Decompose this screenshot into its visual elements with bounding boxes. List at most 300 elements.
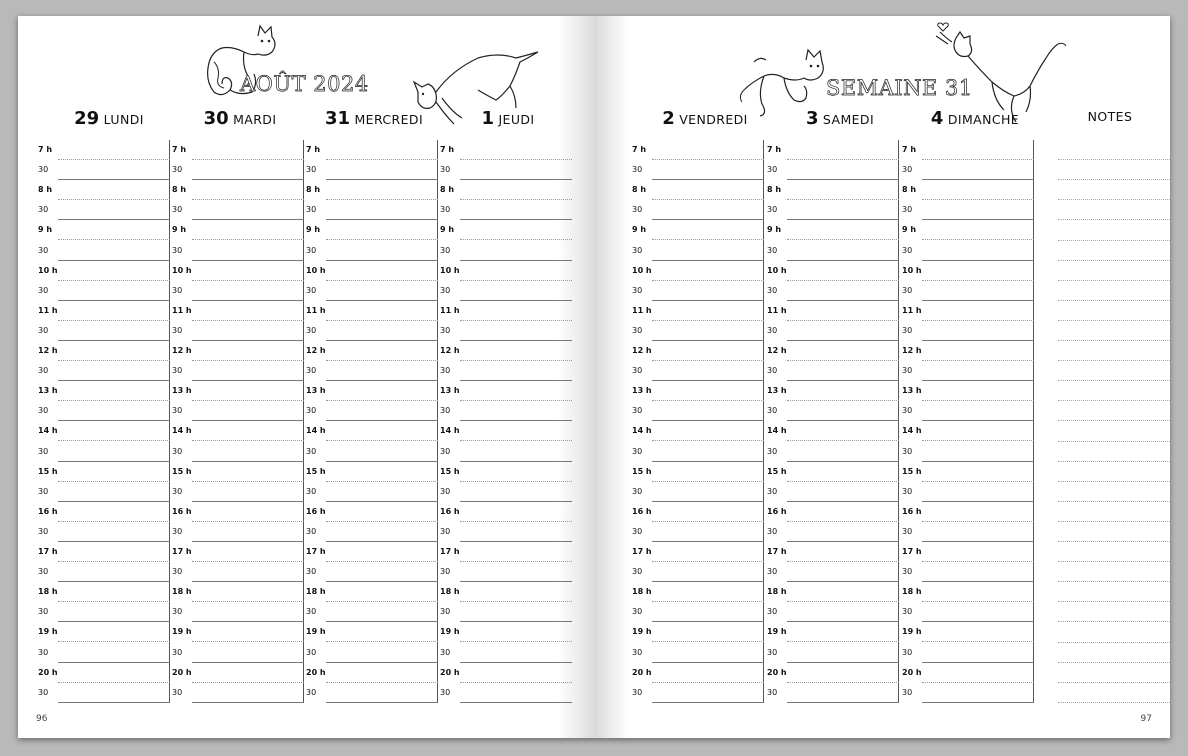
time-slot[interactable] — [765, 522, 899, 542]
time-slot[interactable] — [438, 502, 572, 522]
time-slot-label: 30 — [172, 325, 183, 335]
time-slot-label: 16 h — [440, 506, 460, 516]
time-slot[interactable] — [304, 622, 438, 642]
time-slot[interactable] — [630, 643, 764, 663]
time-slot[interactable] — [900, 643, 1034, 663]
time-slot[interactable] — [438, 442, 572, 462]
time-slot[interactable] — [170, 140, 304, 160]
time-slot[interactable] — [304, 180, 438, 200]
time-slot[interactable] — [36, 562, 170, 582]
time-slot[interactable] — [36, 622, 170, 642]
time-slot[interactable] — [438, 562, 572, 582]
time-slot-label: 13 h — [440, 386, 460, 396]
time-slot[interactable] — [36, 140, 170, 160]
time-slot[interactable] — [900, 562, 1034, 582]
time-slot[interactable] — [900, 582, 1034, 602]
time-slot[interactable] — [170, 442, 304, 462]
notes-line — [1058, 541, 1170, 542]
time-slot-label: 20 h — [38, 667, 58, 677]
time-slot[interactable] — [765, 643, 899, 663]
time-slot[interactable] — [630, 220, 764, 240]
time-slot-label: 8 h — [38, 185, 53, 195]
time-slot[interactable] — [630, 582, 764, 602]
time-slot[interactable] — [900, 200, 1034, 220]
time-slot[interactable] — [36, 341, 170, 361]
time-slot[interactable] — [438, 663, 572, 683]
time-slot[interactable] — [170, 582, 304, 602]
time-slot[interactable] — [36, 281, 170, 301]
page-number: 97 — [1140, 714, 1152, 724]
time-slot-label: 30 — [306, 325, 317, 335]
time-slot-label: 30 — [38, 526, 49, 536]
time-slot-label: 30 — [632, 406, 643, 416]
time-slot[interactable] — [170, 200, 304, 220]
time-slot[interactable] — [170, 180, 304, 200]
time-slot[interactable] — [170, 401, 304, 421]
time-slot[interactable] — [36, 643, 170, 663]
time-slot[interactable] — [36, 321, 170, 341]
time-slot[interactable] — [438, 220, 572, 240]
time-slot[interactable] — [438, 200, 572, 220]
time-slot[interactable] — [765, 241, 899, 261]
time-slot[interactable] — [438, 622, 572, 642]
time-slot[interactable] — [304, 522, 438, 542]
time-slot[interactable] — [765, 663, 899, 683]
writing-line — [58, 702, 170, 703]
time-slot-label: 13 h — [632, 386, 652, 396]
time-slot[interactable] — [304, 401, 438, 421]
time-slot-label: 30 — [767, 406, 778, 416]
time-slot[interactable] — [170, 281, 304, 301]
time-slot[interactable] — [900, 341, 1034, 361]
time-slot[interactable] — [438, 522, 572, 542]
time-slot-label: 30 — [306, 567, 317, 577]
time-slot[interactable] — [438, 401, 572, 421]
time-slot-label: 30 — [767, 687, 778, 697]
time-slot[interactable] — [304, 361, 438, 381]
time-slot[interactable] — [765, 683, 899, 703]
time-slot[interactable] — [765, 261, 899, 281]
time-slot[interactable] — [438, 602, 572, 622]
time-slot[interactable] — [765, 140, 899, 160]
time-slot[interactable] — [170, 643, 304, 663]
time-slot[interactable] — [630, 200, 764, 220]
time-slot[interactable] — [438, 683, 572, 703]
time-slot[interactable] — [170, 261, 304, 281]
time-slot-label: 16 h — [38, 506, 58, 516]
day-column — [630, 140, 764, 703]
time-slot[interactable] — [170, 542, 304, 562]
day-column — [36, 140, 170, 703]
time-slot[interactable] — [438, 241, 572, 261]
time-slot-label: 30 — [440, 486, 451, 496]
time-slot[interactable] — [765, 401, 899, 421]
time-slot[interactable] — [765, 602, 899, 622]
time-slot[interactable] — [304, 241, 438, 261]
time-slot[interactable] — [630, 321, 764, 341]
time-slot-label: 30 — [767, 567, 778, 577]
time-slot[interactable] — [900, 261, 1034, 281]
time-slot[interactable] — [765, 341, 899, 361]
time-slot[interactable] — [304, 502, 438, 522]
time-slot[interactable] — [630, 241, 764, 261]
time-slot-label: 7 h — [306, 145, 321, 154]
time-slot[interactable] — [765, 220, 899, 240]
time-slot-label: 30 — [172, 687, 183, 697]
time-slot[interactable] — [765, 321, 899, 341]
time-slot[interactable] — [630, 442, 764, 462]
time-slot-label: 30 — [902, 325, 913, 335]
time-slot-label: 30 — [767, 205, 778, 215]
time-slot-label: 30 — [767, 607, 778, 617]
day-header: 2 VENDREDI — [662, 108, 748, 129]
time-slot[interactable] — [170, 241, 304, 261]
time-slot[interactable] — [170, 522, 304, 542]
time-slot[interactable] — [304, 381, 438, 401]
time-slot-label: 30 — [632, 325, 643, 335]
time-slot[interactable] — [170, 381, 304, 401]
time-slot[interactable] — [36, 442, 170, 462]
time-slot[interactable] — [900, 442, 1034, 462]
cat-illustration — [734, 42, 830, 118]
notes-line — [1058, 219, 1170, 220]
time-slot-label: 30 — [440, 325, 451, 335]
time-slot[interactable] — [170, 160, 304, 180]
time-slot[interactable] — [630, 140, 764, 160]
time-slot[interactable] — [36, 200, 170, 220]
time-slot-label: 30 — [172, 285, 183, 295]
time-slot-label: 30 — [306, 406, 317, 416]
time-slot-label: 30 — [38, 647, 49, 657]
left-page — [18, 16, 594, 738]
time-slot[interactable] — [900, 622, 1034, 642]
time-slot[interactable] — [36, 462, 170, 482]
time-slot-label: 18 h — [306, 587, 326, 597]
time-slot[interactable] — [438, 582, 572, 602]
time-slot[interactable] — [900, 502, 1034, 522]
time-slot[interactable] — [765, 542, 899, 562]
time-slot[interactable] — [36, 542, 170, 562]
time-slot[interactable] — [630, 542, 764, 562]
time-slot[interactable] — [630, 401, 764, 421]
time-slot[interactable] — [304, 663, 438, 683]
time-slot[interactable] — [304, 421, 438, 441]
time-slot-label: 7 h — [172, 145, 187, 154]
time-slot-label: 11 h — [306, 305, 326, 315]
time-slot[interactable] — [304, 200, 438, 220]
time-slot[interactable] — [304, 683, 438, 703]
time-slot[interactable] — [630, 562, 764, 582]
time-slot[interactable] — [438, 482, 572, 502]
time-slot[interactable] — [170, 562, 304, 582]
time-slot[interactable] — [170, 421, 304, 441]
time-slot-label: 13 h — [306, 386, 326, 396]
time-slot[interactable] — [36, 301, 170, 321]
day-column — [765, 140, 899, 703]
time-slot[interactable] — [438, 462, 572, 482]
time-slot[interactable] — [36, 401, 170, 421]
time-slot[interactable] — [438, 421, 572, 441]
time-slot[interactable] — [765, 462, 899, 482]
time-slot-label: 15 h — [306, 466, 326, 476]
time-slot-label: 18 h — [767, 587, 787, 597]
time-slot[interactable] — [438, 301, 572, 321]
time-slot-label: 30 — [38, 285, 49, 295]
time-slot[interactable] — [765, 180, 899, 200]
time-slot-label: 30 — [632, 285, 643, 295]
time-slot[interactable] — [170, 462, 304, 482]
time-slot[interactable] — [900, 683, 1034, 703]
time-slot[interactable] — [900, 140, 1034, 160]
time-slot[interactable] — [765, 421, 899, 441]
time-slot[interactable] — [170, 341, 304, 361]
time-slot[interactable] — [304, 542, 438, 562]
time-slot-label: 30 — [767, 165, 778, 175]
time-slot[interactable] — [900, 160, 1034, 180]
time-slot[interactable] — [900, 301, 1034, 321]
time-slot[interactable] — [438, 160, 572, 180]
time-slot[interactable] — [900, 602, 1034, 622]
time-slot[interactable] — [765, 281, 899, 301]
time-slot-label: 30 — [306, 607, 317, 617]
time-slot-label: 30 — [306, 285, 317, 295]
notes-line — [1058, 642, 1170, 643]
time-slot[interactable] — [36, 241, 170, 261]
time-slot-label: 16 h — [306, 506, 326, 516]
time-slot-label: 30 — [38, 205, 49, 215]
time-slot-label: 11 h — [767, 305, 787, 315]
time-slot[interactable] — [765, 200, 899, 220]
time-slot[interactable] — [630, 421, 764, 441]
time-slot[interactable] — [900, 522, 1034, 542]
time-slot[interactable] — [438, 341, 572, 361]
time-slot-label: 30 — [172, 366, 183, 376]
time-slot[interactable] — [900, 462, 1034, 482]
time-slot[interactable] — [438, 542, 572, 562]
time-slot[interactable] — [304, 281, 438, 301]
time-slot[interactable] — [630, 522, 764, 542]
time-slot-label: 10 h — [902, 265, 922, 275]
time-slot[interactable] — [36, 602, 170, 622]
time-slot-label: 9 h — [902, 225, 917, 235]
time-slot[interactable] — [765, 502, 899, 522]
time-slot[interactable] — [630, 462, 764, 482]
time-slot-label: 8 h — [440, 185, 455, 195]
time-slot[interactable] — [36, 522, 170, 542]
time-slot[interactable] — [765, 582, 899, 602]
time-slot[interactable] — [765, 160, 899, 180]
time-slot[interactable] — [36, 582, 170, 602]
time-slot[interactable] — [304, 341, 438, 361]
time-slot-label: 10 h — [306, 265, 326, 275]
time-slot-label: 9 h — [306, 225, 321, 235]
time-slot[interactable] — [438, 180, 572, 200]
time-slot[interactable] — [630, 381, 764, 401]
time-slot[interactable] — [438, 321, 572, 341]
time-slot[interactable] — [170, 361, 304, 381]
day-column — [170, 140, 304, 703]
time-slot[interactable] — [36, 421, 170, 441]
time-slot[interactable] — [630, 602, 764, 622]
time-slot-label: 14 h — [902, 426, 922, 436]
time-slot[interactable] — [765, 562, 899, 582]
time-slot[interactable] — [630, 663, 764, 683]
time-slot[interactable] — [170, 502, 304, 522]
time-slot-label: 16 h — [632, 506, 652, 516]
time-slot[interactable] — [170, 602, 304, 622]
time-slot[interactable] — [170, 622, 304, 642]
time-slot[interactable] — [36, 683, 170, 703]
time-slot[interactable] — [630, 341, 764, 361]
writing-line — [787, 702, 899, 703]
time-slot-label: 30 — [902, 567, 913, 577]
time-slot[interactable] — [900, 663, 1034, 683]
notes-line — [1058, 581, 1170, 582]
time-slot-label: 30 — [440, 647, 451, 657]
time-slot-label: 30 — [172, 245, 183, 255]
time-slot-label: 15 h — [172, 466, 192, 476]
time-slot-label: 7 h — [902, 145, 917, 154]
notes-line — [1058, 521, 1170, 522]
time-slot-label: 16 h — [767, 506, 787, 516]
time-slot[interactable] — [170, 301, 304, 321]
time-slot[interactable] — [304, 261, 438, 281]
time-slot[interactable] — [36, 160, 170, 180]
notes-line — [1058, 481, 1170, 482]
time-slot-label: 30 — [440, 245, 451, 255]
time-slot[interactable] — [36, 663, 170, 683]
time-slot[interactable] — [630, 502, 764, 522]
time-slot[interactable] — [900, 381, 1034, 401]
time-slot[interactable] — [304, 301, 438, 321]
time-slot-label: 16 h — [902, 506, 922, 516]
time-slot-label: 30 — [172, 406, 183, 416]
time-slot[interactable] — [765, 301, 899, 321]
time-slot[interactable] — [170, 663, 304, 683]
time-slot-label: 10 h — [38, 265, 58, 275]
time-slot[interactable] — [765, 361, 899, 381]
time-slot[interactable] — [36, 502, 170, 522]
time-slot[interactable] — [630, 361, 764, 381]
time-slot-label: 17 h — [902, 547, 922, 556]
time-slot[interactable] — [304, 220, 438, 240]
time-slot[interactable] — [304, 602, 438, 622]
time-slot-label: 30 — [767, 486, 778, 496]
time-slot[interactable] — [630, 160, 764, 180]
time-slot[interactable] — [304, 582, 438, 602]
time-slot[interactable] — [36, 361, 170, 381]
time-slot[interactable] — [304, 321, 438, 341]
time-slot[interactable] — [900, 361, 1034, 381]
time-slot[interactable] — [900, 421, 1034, 441]
time-slot-label: 15 h — [767, 466, 787, 476]
day-column — [304, 140, 438, 703]
time-slot[interactable] — [765, 482, 899, 502]
time-slot[interactable] — [438, 261, 572, 281]
time-slot[interactable] — [304, 482, 438, 502]
time-slot[interactable] — [36, 482, 170, 502]
notes-column[interactable] — [1058, 140, 1170, 703]
notes-line — [1058, 380, 1170, 381]
time-slot[interactable] — [630, 482, 764, 502]
time-slot[interactable] — [170, 482, 304, 502]
time-slot-label: 30 — [902, 285, 913, 295]
time-slot[interactable] — [900, 180, 1034, 200]
time-slot[interactable] — [304, 643, 438, 663]
notes-line — [1058, 682, 1170, 683]
time-slot[interactable] — [36, 381, 170, 401]
time-slot-label: 30 — [767, 245, 778, 255]
time-slot-label: 30 — [632, 446, 643, 456]
time-slot-label: 15 h — [632, 466, 652, 476]
time-slot-label: 14 h — [440, 426, 460, 436]
time-slot[interactable] — [304, 562, 438, 582]
time-slot[interactable] — [900, 321, 1034, 341]
time-slot-label: 30 — [172, 205, 183, 215]
time-slot[interactable] — [900, 542, 1034, 562]
time-slot[interactable] — [630, 301, 764, 321]
writing-line — [192, 702, 304, 703]
time-slot[interactable] — [900, 220, 1034, 240]
time-slot[interactable] — [36, 261, 170, 281]
time-slot-label: 30 — [38, 406, 49, 416]
time-slot[interactable] — [765, 381, 899, 401]
time-slot[interactable] — [170, 321, 304, 341]
time-slot[interactable] — [630, 261, 764, 281]
time-slot[interactable] — [630, 622, 764, 642]
time-slot[interactable] — [630, 683, 764, 703]
time-slot[interactable] — [438, 381, 572, 401]
page-number: 96 — [36, 714, 48, 724]
time-slot[interactable] — [170, 220, 304, 240]
time-slot[interactable] — [304, 140, 438, 160]
time-slot[interactable] — [36, 220, 170, 240]
time-slot[interactable] — [630, 281, 764, 301]
time-slot[interactable] — [170, 683, 304, 703]
time-slot-label: 30 — [172, 446, 183, 456]
notes-line — [1058, 340, 1170, 341]
writing-line — [460, 702, 572, 703]
time-slot-label: 14 h — [38, 426, 58, 436]
time-slot[interactable] — [765, 442, 899, 462]
notes-line — [1058, 461, 1170, 462]
time-slot-label: 12 h — [767, 346, 787, 355]
time-slot-label: 17 h — [172, 547, 192, 556]
day-header: 4 DIMANCHE — [930, 108, 1020, 129]
time-slot[interactable] — [304, 462, 438, 482]
time-slot[interactable] — [900, 241, 1034, 261]
time-slot[interactable] — [438, 643, 572, 663]
time-slot[interactable] — [304, 442, 438, 462]
time-slot-label: 30 — [440, 687, 451, 697]
time-slot-label: 14 h — [767, 426, 787, 436]
time-slot[interactable] — [900, 482, 1034, 502]
time-slot[interactable] — [304, 160, 438, 180]
time-slot[interactable] — [630, 180, 764, 200]
time-slot[interactable] — [438, 361, 572, 381]
time-slot-label: 30 — [440, 406, 451, 416]
time-slot-label: 19 h — [767, 627, 787, 637]
time-slot[interactable] — [36, 180, 170, 200]
time-slot[interactable] — [438, 140, 572, 160]
time-slot[interactable] — [438, 281, 572, 301]
time-slot[interactable] — [765, 622, 899, 642]
time-slot-label: 30 — [440, 607, 451, 617]
time-slot[interactable] — [900, 401, 1034, 421]
time-slot[interactable] — [900, 281, 1034, 301]
time-slot-label: 15 h — [38, 466, 58, 476]
notes-line — [1058, 420, 1170, 421]
